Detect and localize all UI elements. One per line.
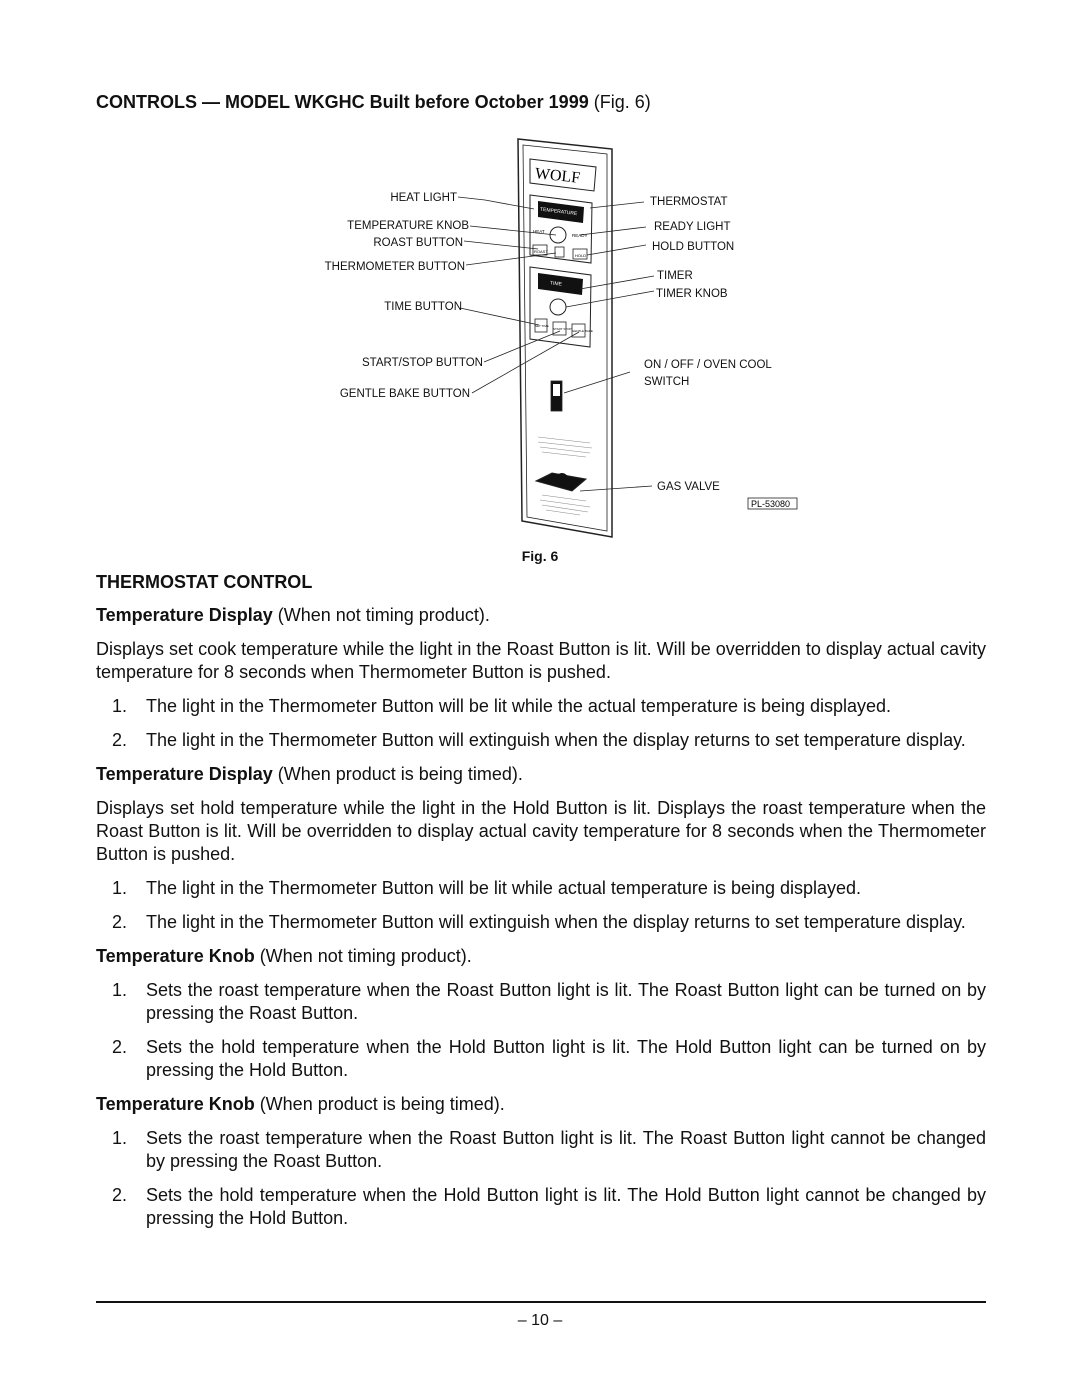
list-item-text: The light in the Thermometer Button will extinguish when the display returns to set temperature display. [146,730,966,750]
figure-caption: Fig. 6 [521,548,559,564]
svg-text:GENTLE BAKE: GENTLE BAKE [572,329,593,333]
heading-figure-ref: (Fig. 6) [588,92,651,112]
svg-text:HEAT: HEAT [533,229,545,234]
label-timer: TIMER [657,270,693,282]
page-number: – 10 – [517,1312,563,1329]
numbered-list [96,877,986,934]
list-item [96,1127,986,1173]
label-switch: SWITCH [644,376,690,388]
list-number: 1. [112,1128,128,1148]
numbered-list [96,1127,986,1230]
list-item [96,1184,986,1230]
subheading [96,604,986,627]
label-temperature-knob: TEMPERATURE KNOB [347,220,469,232]
list-item [96,1036,986,1082]
list-item-text: The light in the Thermometer Button will extinguish when the display returns to set temperature display. [146,912,966,932]
subheading-note: (When product is being timed). [254,1094,505,1114]
svg-text:HOLD: HOLD [575,253,587,258]
panel-display2-label: TIME [549,280,563,288]
subheading-label: Temperature Display [96,605,273,625]
list-item [96,979,986,1025]
subheading [96,763,986,786]
list-item-text: The light in the Thermometer Button will be lit while actual temperature is being displayed. [146,878,862,898]
list-item [96,911,986,934]
list-item-text: The light in the Thermometer Button will be lit while the actual temperature is being displayed. [146,696,892,716]
label-gentle-bake-button: GENTLE BAKE BUTTON [339,388,470,400]
subheading-label: Temperature Display [96,764,273,784]
control-panel-figure [290,135,810,540]
label-roast-button: ROAST BUTTON [373,237,463,249]
list-number: 2. [112,730,128,750]
subheading-label: Temperature Knob [96,1094,255,1114]
svg-text:SET TIME: SET TIME [535,324,549,328]
list-number: 1. [112,878,128,898]
page-heading [96,92,651,113]
label-ready-light: READY LIGHT [654,221,731,233]
list-number: 1. [112,980,128,1000]
label-heat-light: HEAT LIGHT [390,192,457,204]
paragraph: Displays set cook temperature while the light in the Roast Button is lit. Will be overridden to display actual cavity temperature for 8 seconds when Thermometer Button is pushed. [96,639,986,682]
control-panel [518,139,612,537]
list-item [96,695,986,718]
numbered-list [96,979,986,1082]
label-time-button: TIME BUTTON [384,301,462,313]
list-number: 2. [112,1037,128,1057]
subheading [96,945,986,968]
subheading-note: (When product is being timed). [272,764,523,784]
numbered-list [96,695,986,752]
list-item-text: Sets the hold temperature when the Hold Button light is lit. The Hold Button light can be turned on by pressing the Hold Button. [146,1037,986,1080]
list-item [96,877,986,900]
panel-brand: WOLF [534,165,581,187]
label-gas-valve: GAS VALVE [657,481,720,493]
subheading-note: (When not timing product). [254,946,472,966]
label-thermostat: THERMOSTAT [650,196,728,208]
thermostat-section [96,571,986,1241]
list-number: 1. [112,696,128,716]
label-timer-knob: TIMER KNOB [656,288,728,300]
list-item-text: Sets the hold temperature when the Hold Button light is lit. The Hold Button light cannot be changed by pressing the Hold Button. [146,1185,986,1228]
label-start-stop-button: START/STOP BUTTON [362,357,483,369]
section-title: THERMOSTAT CONTROL [96,572,313,592]
subheading-note: (When not timing product). [272,605,490,625]
list-item-text: Sets the roast temperature when the Roast Button light is lit. The Roast Button light can be turned on by pressing the Roast Button. [146,980,986,1023]
part-number: PL-53080 [751,499,791,509]
subheading [96,1093,986,1116]
list-number: 2. [112,1185,128,1205]
label-on-off-oven-cool: ON / OFF / OVEN COOL [644,359,772,371]
heading-bold: CONTROLS — MODEL WKGHC Built before October 1999 [96,92,589,112]
footer-rule [96,1301,986,1303]
svg-text:START STOP: START STOP [553,327,572,331]
panel-display1-label: TEMPERATURE [539,206,578,218]
svg-text:READY: READY [572,233,588,238]
section-body [96,604,986,1230]
list-number: 2. [112,912,128,932]
list-item-text: Sets the roast temperature when the Roast Button light is lit. The Roast Button light cannot be changed by pressing the Roast Button. [146,1128,986,1171]
svg-text:ROAST: ROAST [534,249,548,254]
label-thermometer-button: THERMOMETER BUTTON [324,261,465,273]
list-item [96,729,986,752]
panel-timer-knob [550,299,566,315]
paragraph: Displays set hold temperature while the light in the Hold Button is lit. Displays the roast temperature when the Roast Button is lit. Will be overridden to display actual cavity temperature for 8 seconds when the Thermometer Button is pushed. [96,798,986,864]
label-hold-button: HOLD BUTTON [652,241,735,253]
subheading-label: Temperature Knob [96,946,255,966]
